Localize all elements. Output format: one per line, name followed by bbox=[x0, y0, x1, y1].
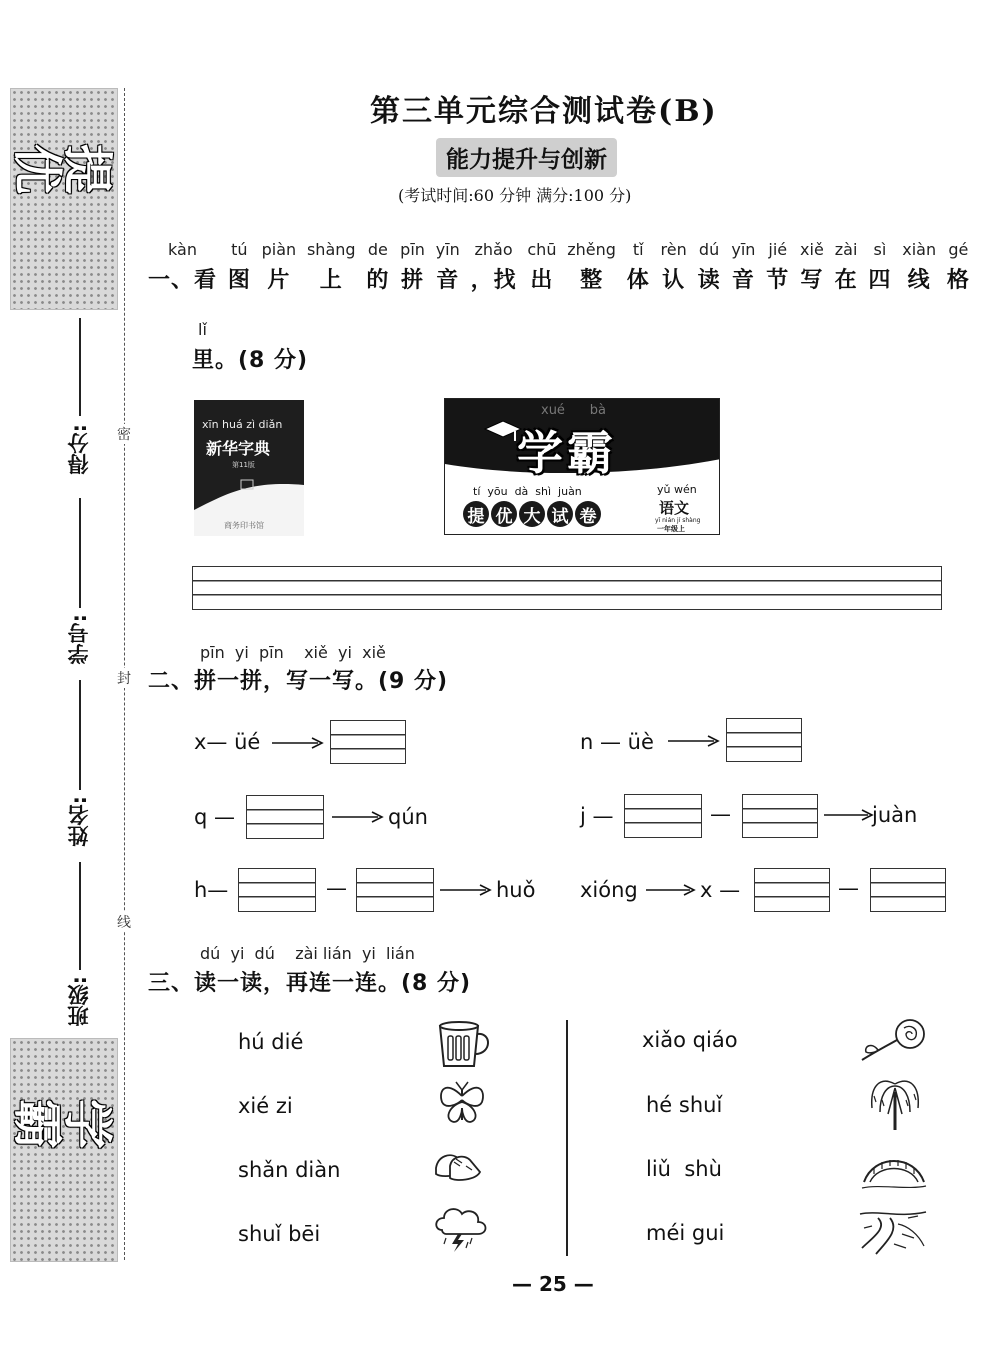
q2-d-right: juàn bbox=[872, 803, 918, 827]
q1-char-col bbox=[835, 240, 858, 294]
q1-char-col bbox=[902, 240, 936, 294]
q1-char-pinyin: sì bbox=[873, 240, 887, 259]
q2-e-mid: — bbox=[326, 876, 347, 900]
book-series-badge: 卷 bbox=[575, 501, 601, 527]
q1-char-col bbox=[800, 240, 824, 294]
q1-char-pinyin: xiàn bbox=[902, 240, 937, 259]
shoes-icon[interactable] bbox=[432, 1144, 484, 1186]
q1-char: 在 bbox=[834, 268, 858, 293]
book-grade: 一年级上 bbox=[657, 525, 685, 533]
q2-e-right: huǒ bbox=[496, 878, 536, 902]
q2-f-left: xióng bbox=[580, 878, 638, 902]
q1-char-col bbox=[766, 240, 789, 294]
dictionary-publisher: 商务印书馆 bbox=[224, 521, 264, 530]
q3-left-word-4[interactable]: shuǐ bēi bbox=[238, 1222, 321, 1246]
seal-char-mi: 密 bbox=[117, 424, 131, 444]
q1-char-pinyin: rèn bbox=[660, 240, 687, 259]
q2-e-left: h— bbox=[194, 878, 229, 902]
q1-writing-grid[interactable] bbox=[192, 566, 942, 610]
q1-char-col bbox=[868, 240, 891, 294]
side-class-line bbox=[79, 862, 81, 970]
book-name: 学霸 bbox=[517, 426, 617, 480]
q3-right-word-1[interactable]: xiǎo qiáo bbox=[642, 1028, 738, 1052]
q1-char-col bbox=[228, 240, 251, 294]
q2-c-answer-grid[interactable] bbox=[246, 795, 324, 839]
q1-char-col bbox=[731, 240, 755, 294]
q1-char-pinyin: zài bbox=[834, 240, 858, 259]
q1-char-pinyin: zhǎo bbox=[474, 240, 513, 259]
dictionary-picture bbox=[194, 400, 304, 536]
butterfly-icon[interactable] bbox=[436, 1080, 488, 1126]
bridge-icon[interactable] bbox=[860, 1142, 928, 1192]
q1-char: 格 bbox=[946, 268, 970, 293]
side-brand-top: 提优 bbox=[14, 136, 114, 194]
q1-char: 写 bbox=[800, 268, 824, 293]
q3-right-word-2[interactable]: hé shuǐ bbox=[646, 1093, 723, 1117]
q2-c-arrow bbox=[332, 810, 384, 824]
q3-pinyin: dú yi dú zài lián yi lián bbox=[200, 944, 415, 963]
side-name-label: 姓名: bbox=[67, 796, 91, 847]
q1-char-col bbox=[307, 240, 356, 294]
q1-char-pinyin: kàn bbox=[168, 240, 197, 259]
q2-d-left: j — bbox=[580, 804, 614, 828]
q1-char-pinyin: pīn bbox=[400, 240, 425, 259]
q2-e-answer-grid-1[interactable] bbox=[238, 868, 316, 912]
q3-right-word-4[interactable]: méi gui bbox=[646, 1221, 725, 1245]
side-score-label: 得分: bbox=[67, 424, 91, 475]
q1-char-pinyin: yīn bbox=[435, 240, 460, 259]
q1-char-col bbox=[527, 240, 556, 294]
q1-line1 bbox=[148, 240, 970, 300]
q1-char-col bbox=[436, 240, 460, 294]
q1-char: 音 bbox=[731, 268, 755, 293]
cup-icon[interactable] bbox=[434, 1020, 494, 1070]
book-series-badge: 提 bbox=[463, 501, 489, 527]
q2-f-mid2: — bbox=[838, 876, 859, 900]
q2-b-left: n — üè bbox=[580, 730, 654, 754]
q1-char: 图 bbox=[227, 268, 251, 293]
q1-char-pinyin: tǐ bbox=[632, 240, 644, 259]
q3-divider bbox=[566, 1020, 568, 1256]
q1-char: 出 bbox=[530, 268, 554, 293]
book-subject-pinyin: yǔ wén bbox=[657, 483, 697, 496]
seal-char-feng: 封 bbox=[117, 668, 131, 688]
q1-char-col bbox=[148, 240, 217, 294]
q1-char: 的 bbox=[366, 268, 390, 293]
q1-char-col bbox=[567, 240, 616, 294]
dictionary-pinyin: xīn huá zì diǎn bbox=[202, 418, 283, 431]
river-icon[interactable] bbox=[858, 1204, 928, 1256]
book-series bbox=[463, 501, 601, 527]
book-pinyin: xué bà bbox=[541, 403, 606, 418]
q1-char-pinyin: jié bbox=[768, 240, 788, 259]
q1-char: 整 bbox=[580, 268, 604, 293]
q1-char: ，找 bbox=[470, 268, 517, 293]
q1-pinyin-li: lǐ bbox=[198, 320, 207, 339]
q1-char-pinyin: yīn bbox=[731, 240, 756, 259]
q2-f-answer-grid-1[interactable] bbox=[754, 868, 830, 912]
q1-char-pinyin: tú bbox=[231, 240, 248, 259]
xueba-book-picture bbox=[444, 398, 720, 535]
q1-char-pinyin: piàn bbox=[261, 240, 297, 259]
q1-char-pinyin: chū bbox=[527, 240, 557, 259]
q1-char: 节 bbox=[766, 268, 790, 293]
q1-char: 音 bbox=[436, 268, 460, 293]
q1-char-col bbox=[627, 240, 650, 294]
rose-icon[interactable] bbox=[858, 1016, 928, 1068]
q3-right-word-3[interactable]: liǔ shù bbox=[646, 1157, 722, 1181]
q2-d-answer-grid-1[interactable] bbox=[624, 794, 702, 838]
book-series-badge: 试 bbox=[547, 501, 573, 527]
q3-left-word-1[interactable]: hú dié bbox=[238, 1030, 304, 1054]
side-score-line bbox=[79, 318, 81, 416]
side-class-label: 班级: bbox=[67, 976, 91, 1027]
q1-char: 四 bbox=[868, 268, 892, 293]
dictionary-wave-decor bbox=[194, 400, 304, 536]
book-subject: 语文 bbox=[659, 499, 690, 517]
q1-char: 一、看 bbox=[148, 268, 218, 293]
q1-char-col bbox=[698, 240, 721, 294]
seal-char-xian: 线 bbox=[117, 912, 131, 932]
side-id-label: 学号: bbox=[67, 614, 91, 665]
page-subtitle: 能力提升与创新 bbox=[436, 138, 617, 177]
q1-char-col bbox=[366, 240, 389, 294]
q1-char-col bbox=[400, 240, 425, 294]
q2-c-right: qún bbox=[388, 805, 428, 829]
q1-char: 读 bbox=[697, 268, 721, 293]
q1-char-pinyin: de bbox=[367, 240, 388, 259]
q1-char-col bbox=[262, 240, 297, 294]
q2-pinyin: pīn yi pīn xiě yi xiě bbox=[200, 643, 386, 662]
exam-info: (考试时间:60 分钟 满分:100 分) bbox=[398, 186, 632, 205]
q1-char: 拼 bbox=[401, 268, 425, 293]
q2-e-arrow bbox=[440, 883, 492, 897]
q3-left-word-2[interactable]: xié zi bbox=[238, 1094, 293, 1118]
q1-char: 认 bbox=[662, 268, 686, 293]
dictionary-name: 新华字典 bbox=[206, 439, 271, 458]
q2-c-left: q — bbox=[194, 805, 236, 829]
q1-char-pinyin: zhěng bbox=[567, 240, 616, 259]
q2-d-answer-grid-2[interactable] bbox=[742, 794, 818, 838]
q2-b-answer-grid[interactable] bbox=[726, 718, 802, 762]
q2-f-arrow bbox=[646, 883, 696, 897]
q2-f-answer-grid-2[interactable] bbox=[870, 868, 946, 912]
willow-tree-icon[interactable] bbox=[866, 1072, 924, 1132]
q1-char-col bbox=[947, 240, 970, 294]
q2-b-arrow bbox=[668, 734, 720, 748]
q1-char: 片 bbox=[267, 268, 291, 293]
q1-char: 体 bbox=[626, 268, 650, 293]
book-grade-pinyin: yī nián jí shàng bbox=[655, 517, 701, 524]
q2-e-answer-grid-2[interactable] bbox=[356, 868, 434, 912]
q1-char-pinyin: shàng bbox=[306, 240, 356, 259]
side-id-line bbox=[79, 498, 81, 608]
lightning-cloud-icon[interactable] bbox=[432, 1202, 490, 1252]
q2-text: 二、拼一拼，写一写。(9 分) bbox=[148, 669, 449, 694]
q2-d-arrow bbox=[824, 808, 874, 822]
q1-char: 线 bbox=[907, 268, 931, 293]
side-brand-bottom: 学霸 bbox=[14, 1091, 114, 1149]
side-name-line bbox=[79, 680, 81, 790]
q1-char-pinyin: gé bbox=[948, 240, 969, 259]
page-title: 第三单元综合测试卷(B) bbox=[370, 94, 718, 129]
book-series-badge: 优 bbox=[491, 501, 517, 527]
q3-text: 三、读一读，再连一连。(8 分) bbox=[148, 971, 472, 996]
dictionary-edition: 第11版 bbox=[232, 461, 255, 469]
q2-d-mid: — bbox=[710, 802, 731, 826]
q1-char-col bbox=[661, 240, 687, 294]
q2-a-left: x— üé bbox=[194, 730, 261, 754]
book-series-pinyin: tí yōu dà shì juàn bbox=[473, 485, 582, 498]
page-number: — 25 — bbox=[512, 1272, 594, 1296]
q1-char-pinyin: xiě bbox=[800, 240, 824, 259]
book-series-badge: 大 bbox=[519, 501, 545, 527]
q1-text-line2: 里。(8 分) bbox=[192, 348, 309, 373]
q2-f-mid1: x — bbox=[700, 878, 741, 902]
q1-char-col bbox=[471, 240, 517, 294]
q2-a-arrow bbox=[272, 736, 324, 750]
q2-a-answer-grid[interactable] bbox=[330, 720, 406, 764]
q1-char: 上 bbox=[319, 268, 343, 293]
q1-char-pinyin: dú bbox=[698, 240, 720, 259]
q3-left-word-3[interactable]: shǎn diàn bbox=[238, 1158, 341, 1182]
